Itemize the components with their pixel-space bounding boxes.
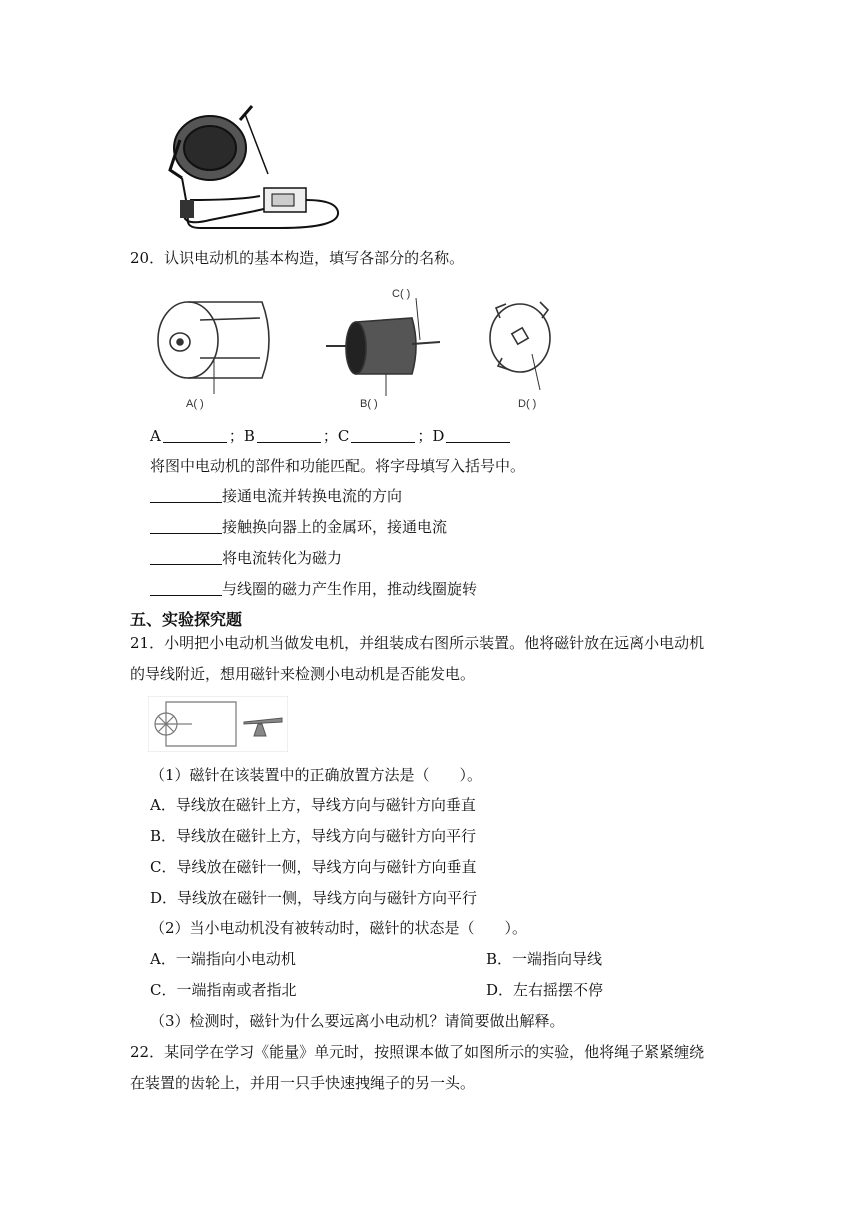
- q21-sub1-option-a[interactable]: A．导线放在磁针上方，导线方向与磁针方向垂直: [150, 796, 476, 814]
- q22-stem-line1: 22．某同学在学习《能量》单元时，按照课本做了如图所示的实验，他将绳子紧紧缠绕: [130, 1043, 705, 1061]
- fig-label-a: A( ): [186, 398, 204, 410]
- q21-sub2-option-a[interactable]: A．一端指向小电动机: [150, 950, 296, 968]
- fill-blank-c[interactable]: [351, 428, 415, 443]
- q20-fill-line: [150, 426, 512, 446]
- fill-letter-a: A: [150, 427, 161, 445]
- q21-sub1-option-d[interactable]: D．导线放在磁针一侧，导线方向与磁针方向平行: [150, 889, 478, 907]
- section-title: 五、实验探究题: [130, 610, 243, 629]
- q21-stem-line2: 的导线附近，想用磁针来检测小电动机是否能发电。: [130, 665, 476, 683]
- match-blank[interactable]: [150, 519, 222, 534]
- q21-stem-line1: 21．小明把小电动机当做发电机，并组装成右图所示装置。他将磁针放在远离小电动机: [130, 634, 705, 652]
- q22-stem-line2: 在装置的齿轮上，并用一只手快速拽绳子的另一头。: [130, 1074, 476, 1092]
- match-item: 接通电流并转换电流的方向: [150, 486, 402, 506]
- q21-sub1-option-b[interactable]: B．导线放在磁针上方，导线方向与磁针方向平行: [150, 827, 477, 845]
- match-blank[interactable]: [150, 581, 222, 596]
- fig-label-b: B( ): [360, 398, 378, 410]
- fill-blank-b[interactable]: [257, 428, 321, 443]
- q20-match-intro: 将图中电动机的部件和功能匹配。将字母填写入括号中。: [150, 457, 526, 475]
- fill-letter-c: ；C: [322, 427, 350, 445]
- motor-parts-figure: [150, 278, 582, 414]
- q21-sub1-option-c[interactable]: C．导线放在磁针一侧，导线方向与磁针方向垂直: [150, 858, 477, 876]
- fill-blank-a[interactable]: [163, 428, 227, 443]
- fig-label-c: C( ): [392, 288, 411, 300]
- q21-sub2: （2）当小电动机没有被转动时，磁针的状态是（ ）。: [150, 919, 528, 937]
- q21-sub2-option-b[interactable]: B．一端指向导线: [486, 950, 603, 968]
- q21-sub2-option-c[interactable]: C．一端指南或者指北: [150, 981, 297, 999]
- q20-stem: 20．认识电动机的基本构造，填写各部分的名称。: [130, 249, 465, 267]
- fill-blank-d[interactable]: [446, 428, 510, 443]
- q21-sub3: （3）检测时，磁针为什么要远离小电动机？请简要做出解释。: [150, 1012, 565, 1030]
- match-blank[interactable]: [150, 550, 222, 565]
- match-blank[interactable]: [150, 488, 222, 503]
- fill-letter-d: ；D: [417, 427, 445, 445]
- circuit-figure: [148, 696, 288, 752]
- q21-sub2-option-d[interactable]: D．左右摇摆不停: [486, 981, 604, 999]
- generator-figure: [160, 100, 350, 232]
- q21-sub1: （1）磁针在该装置中的正确放置方法是（ ）。: [150, 766, 483, 784]
- match-item: 将电流转化为磁力: [150, 548, 342, 568]
- fig-label-d: D( ): [518, 398, 537, 410]
- fill-letter-b: ；B: [228, 427, 255, 445]
- match-item: 与线圈的磁力产生作用，推动线圈旋转: [150, 579, 477, 599]
- match-item: 接触换向器上的金属环，接通电流: [150, 517, 447, 537]
